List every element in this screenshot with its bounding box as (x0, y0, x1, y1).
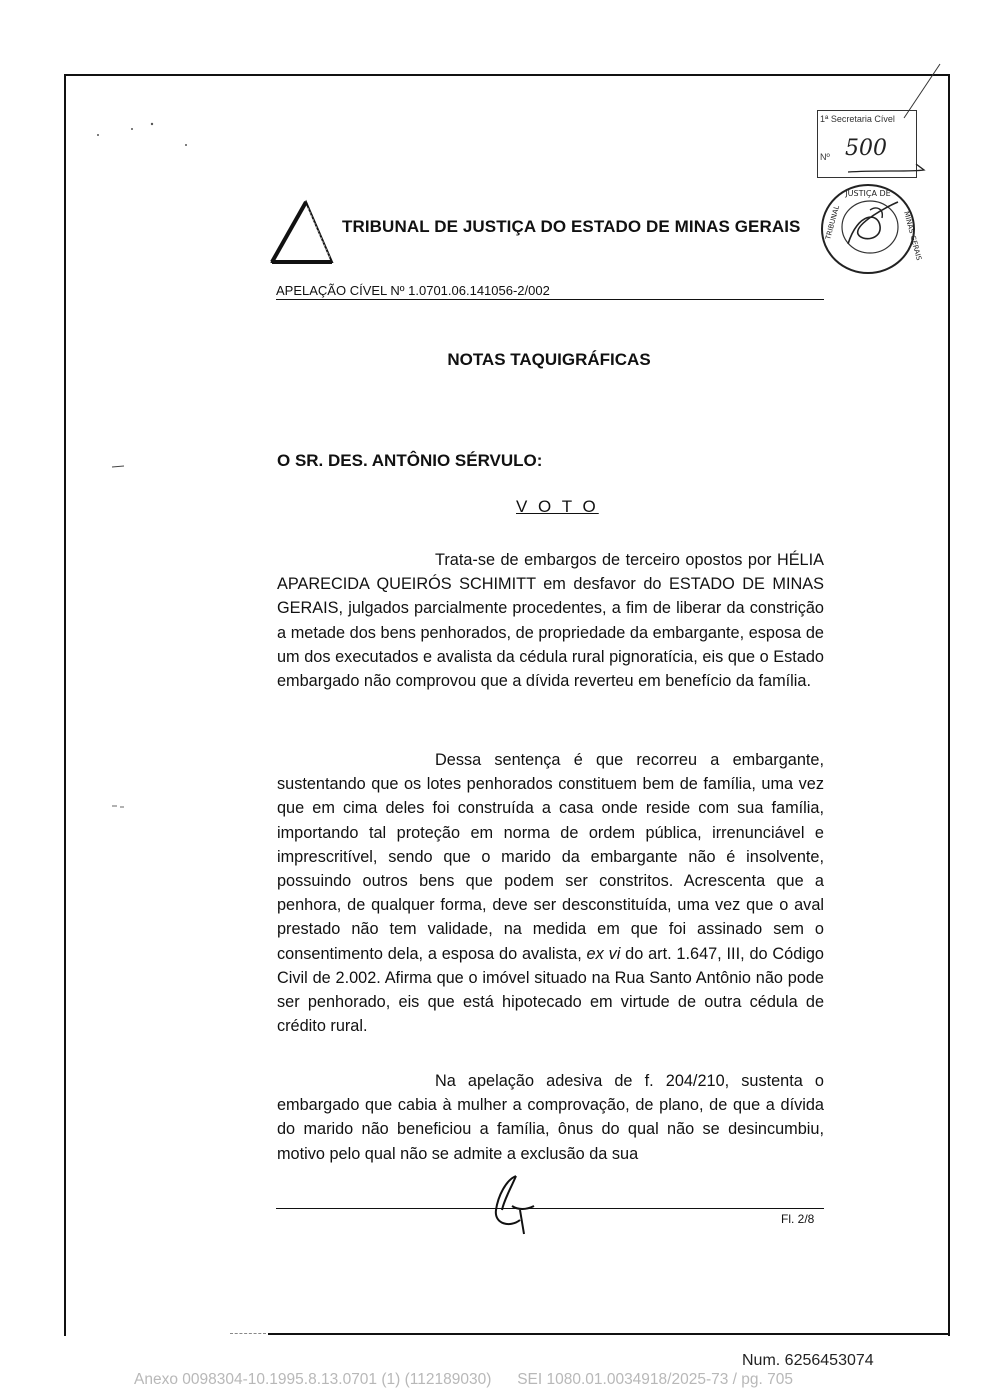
handwritten-signature (476, 1170, 546, 1240)
svg-text:TRIBUNAL: TRIBUNAL (824, 204, 842, 241)
court-seal-icon (818, 182, 923, 276)
signature-rule (276, 1208, 824, 1209)
case-number: APELAÇÃO CÍVEL Nº 1.0701.06.141056-2/002 (276, 283, 550, 298)
page-frame-bottom-dash (230, 1333, 266, 1334)
document-num: Num. 6256453074 (742, 1352, 874, 1369)
page-frame-top (66, 74, 950, 76)
court-title: TRIBUNAL DE JUSTIÇA DO ESTADO DE MINAS GERAIS (342, 217, 801, 236)
stamp-label: 1ª Secretaria Cível (820, 114, 895, 124)
paragraph-2 (277, 748, 824, 1038)
paragraph-1 (277, 548, 824, 693)
page-frame-right (948, 74, 950, 1336)
folio-number: Fl. 2/8 (781, 1212, 815, 1226)
case-number-rule (276, 299, 824, 300)
svg-text:MINAS GERAIS: MINAS GERAIS (902, 210, 923, 262)
annex-watermark: Anexo 0098304-10.1995.8.13.0701 (1) (112189030) SEI 1080.01.0034918/2025-73 / pg. 705 (134, 1371, 793, 1388)
stamp-underline-scribble (840, 60, 950, 180)
page-frame-bottom (268, 1333, 950, 1335)
paragraph-2-tail: do art. 1.647, III, do Código Civil de 2.002. Afirma que o imóvel situado na Rua Santo Antônio não pode ser penhorado, eis que está hipotecado em virtude de outra cédula de crédito rural. (277, 944, 824, 1036)
scan-specks (90, 115, 200, 155)
paragraph-2-italic: ex vi (586, 944, 621, 963)
paragraph-3-text: Na apelação adesiva de f. 204/210, sustenta o embargado que cabia à mulher a comprovação, de plano, de que a dívida do marido não beneficiou a família, ônus do qual não se desincumbiu, motivo pelo qual não se admite a exclusão da sua (277, 1072, 824, 1163)
section-heading: V O T O (516, 497, 599, 516)
page-frame-left (64, 74, 66, 1336)
speaker-heading: O SR. DES. ANTÔNIO SÉRVULO: (277, 451, 543, 470)
margin-marks (108, 460, 128, 820)
paragraph-2-text: Dessa sentença é que recorreu a embargante, sustentando que os lotes penhorados constituem bem de família, uma vez que em cima deles foi construída a casa onde reside com sua família, importando tal proteção em norma de ordem pública, irrenunciável e imprescritível, sendo que o marido da embargante não é insolvente, possuindo outros bens que podem ser constritos. Acrescenta que a penhora, de qualquer forma, deve ser desconstituída, uma vez que o aval prestado não tem validade, na medida em que foi assinado sem o consentimento dela, a esposa do avalista, (277, 751, 824, 963)
paragraph-1-text: Trata-se de embargos de terceiro opostos por HÉLIA APARECIDA QUEIRÓS SCHIMITT em desfavor do ESTADO DE MINAS GERAIS, julgados parcialmente procedentes, a fim de liberar da constrição a metade dos bens penhorados, de propriedade da embargante, esposa de um dos executados e avalista da cédula rural pignoratícia, eis que o Estado embargado não comprovou que a dívida reverteu em benefício da família. (277, 551, 824, 691)
document-title: NOTAS TAQUIGRÁFICAS (447, 350, 651, 369)
svg-text:JUSTIÇA DE: JUSTIÇA DE (845, 189, 891, 198)
paragraph-3 (277, 1069, 824, 1166)
court-logo-icon (268, 198, 340, 270)
stamp-number-prefix: Nº (820, 152, 830, 162)
stamp-handwritten-number: 500 (845, 136, 887, 161)
